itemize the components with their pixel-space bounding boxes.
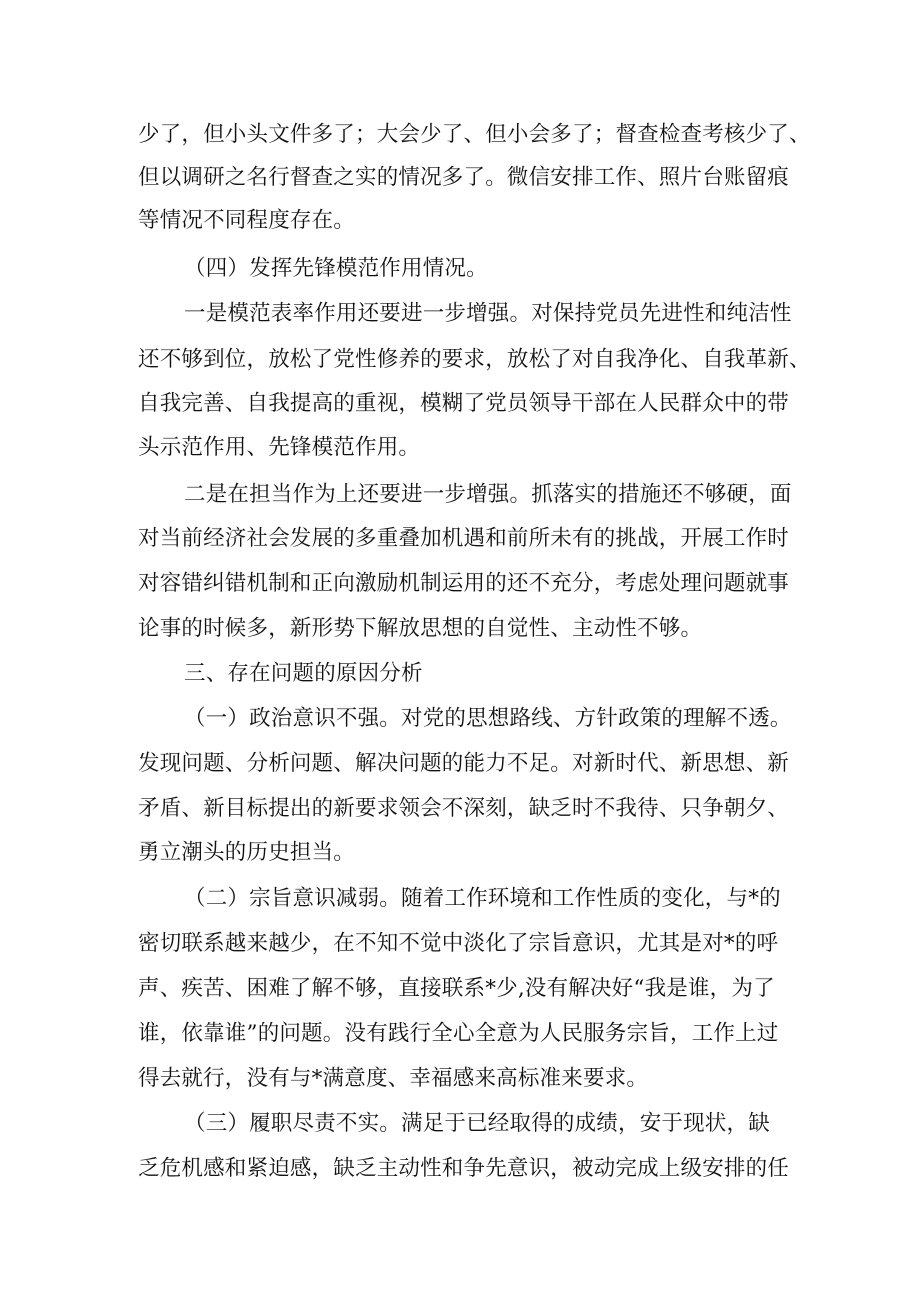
paragraph-first-line: 二是在担当作为上还要进一步增强。抓落实的措施还不够硬，面 bbox=[184, 482, 792, 507]
paragraph-first-line: （一）政治意识不强。对党的思想路线、方针政策的理解不透。 bbox=[184, 706, 792, 731]
text-line: 谁，依靠谁”的问题。没有践行全心全意为人民服务宗旨，工作上过 bbox=[138, 1021, 779, 1046]
paragraph-first-line: 一是模范表率作用还要进一步增强。对保持党员先进性和纯洁性 bbox=[184, 301, 792, 326]
paragraph-first-line: （二）宗旨意识减弱。随着工作环境和工作性质的变化，与*的 bbox=[184, 886, 781, 911]
section-heading: （四）发挥先锋模范作用情况。 bbox=[184, 256, 488, 281]
text-line: 发现问题、分析问题、解决问题的能力不足。对新时代、新思想、新 bbox=[138, 751, 790, 776]
section-heading: 三、存在问题的原因分析 bbox=[184, 661, 423, 686]
text-line: 等情况不同程度存在。 bbox=[138, 208, 356, 233]
text-line: 少了，但小头文件多了；大会少了、但小会多了；督查检查考核少了、 bbox=[138, 122, 811, 147]
text-line: 矛盾、新目标提出的新要求领会不深刻，缺乏时不我待、只争朝夕、 bbox=[138, 796, 790, 821]
text-line: 密切联系越来越少，在不知不觉中淡化了宗旨意识，尤其是对*的呼 bbox=[138, 931, 779, 956]
text-line: 自我完善、自我提高的重视，模糊了党员领导干部在人民群众中的带 bbox=[138, 391, 790, 416]
text-line: 对容错纠错机制和正向激励机制运用的还不充分，考虑处理问题就事 bbox=[138, 571, 790, 596]
text-line: 得去就行，没有与*满意度、幸福感来高标准来要求。 bbox=[138, 1066, 649, 1091]
text-line: 勇立潮头的历史担当。 bbox=[138, 840, 356, 865]
text-line: 对当前经济社会发展的多重叠加机遇和前所未有的挑战，开展工作时 bbox=[138, 526, 790, 551]
paragraph-first-line: （三）履职尽责不实。满足于已经取得的成绩，安于现状，缺 bbox=[184, 1111, 770, 1136]
text-line: 还不够到位，放松了党性修养的要求，放松了对自我净化、自我革新、 bbox=[138, 347, 811, 372]
text-line: 乏危机感和紧迫感，缺乏主动性和争先意识，被动完成上级安排的任 bbox=[138, 1156, 790, 1181]
text-line: 但以调研之名行督查之实的情况多了。微信安排工作、照片台账留痕 bbox=[138, 165, 790, 190]
text-line: 头示范作用、先锋模范作用。 bbox=[138, 435, 421, 460]
text-line: 论事的时候多，新形势下解放思想的自觉性、主动性不够。 bbox=[138, 616, 703, 641]
text-line: 声、疾苦、困难了解不够，直接联系*少,没有解决好“我是谁，为了 bbox=[138, 976, 775, 1001]
